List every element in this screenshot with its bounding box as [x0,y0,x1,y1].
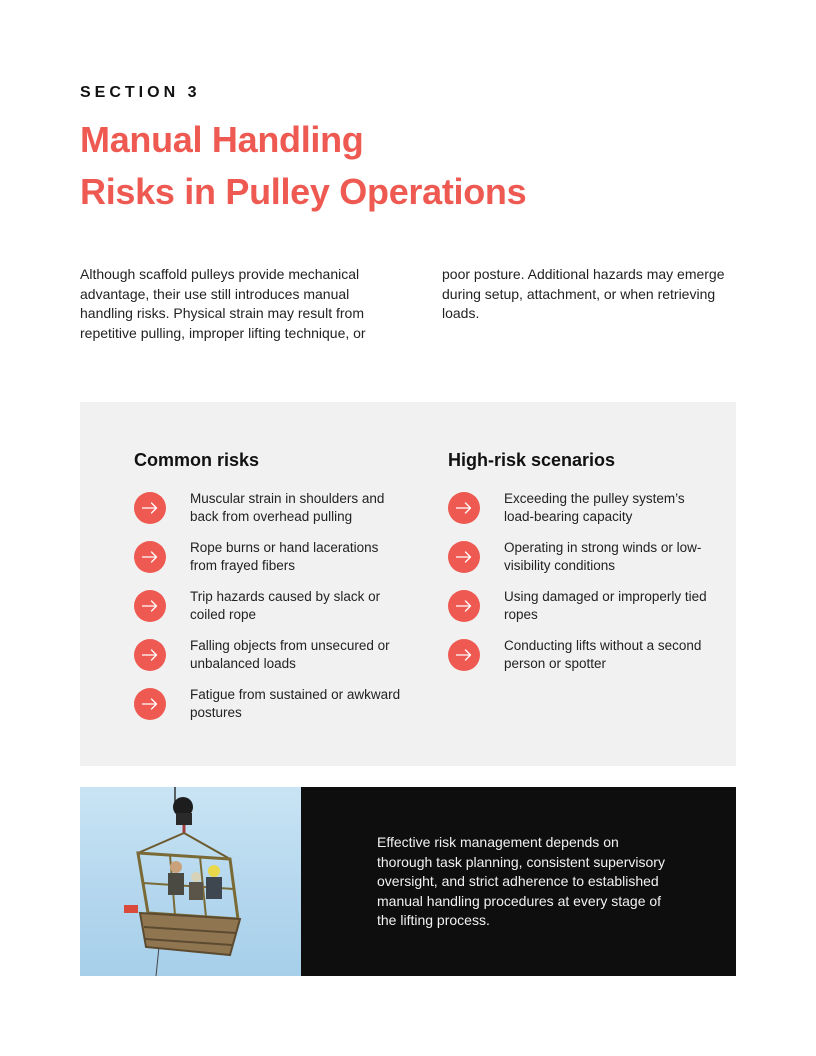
risk-item [448,490,718,539]
callout-text: Effective risk management depends on thorough task planning, consistent supervisory oversight, and strict adherence to established manual handling procedures at every stage of the lifting process. [377,834,665,929]
callout-box [301,787,736,976]
common-risks-heading: Common risks [134,450,260,470]
arrow-right-icon [448,541,480,573]
risk-item [448,588,718,637]
section-label: SECTION 3 [80,84,201,101]
risk-item-text: Trip hazards caused by slack or coiled rope [190,589,381,622]
arrow-right-icon [134,639,166,671]
risk-item [134,686,404,735]
common-risks-column [134,448,404,735]
risk-item-text: Rope burns or hand lacerations from frayed fibers [190,540,379,573]
risk-item [134,490,404,539]
risks-panel [80,402,736,766]
risk-item [134,588,404,637]
risk-item [134,637,404,686]
lifting-cage-photo [80,787,301,976]
risk-item [134,539,404,588]
arrow-right-icon [448,590,480,622]
high-risk-column [448,448,718,686]
arrow-right-icon [448,492,480,524]
risk-item [448,637,718,686]
risk-item-text: Falling objects from unsecured or unbalanced loads [190,638,390,671]
arrow-right-icon [134,590,166,622]
arrow-right-icon [134,688,166,720]
risk-item [448,539,718,588]
intro-paragraph: Although scaffold pulleys provide mechanical advantage, their use still introduces manual handling risks. Physical strain may result from repetitive pulling, improper lifting technique, or poor posture. Additional hazards may emerge during setup, attachment, or when retrieving loads. [80,266,725,341]
arrow-right-icon [134,492,166,524]
risk-item-text: Muscular strain in shoulders and back from overhead pulling [190,491,385,524]
title-line-2: Risks in Pulley Operations [80,171,527,212]
risk-item-text: Conducting lifts without a second person or spotter [504,638,702,671]
arrow-right-icon [134,541,166,573]
risk-item-text: Fatigue from sustained or awkward postures [190,687,401,720]
risk-item-text: Using damaged or improperly tied ropes [504,589,707,622]
high-risk-heading: High-risk scenarios [448,450,616,470]
title-line-1: Manual Handling [80,119,364,160]
page-title [80,114,526,218]
risk-item-text: Exceeding the pulley system’s load-bearing capacity [504,491,685,524]
lifting-cage-illustration [80,787,301,976]
risk-item-text: Operating in strong winds or low-visibility conditions [504,540,702,573]
arrow-right-icon [448,639,480,671]
